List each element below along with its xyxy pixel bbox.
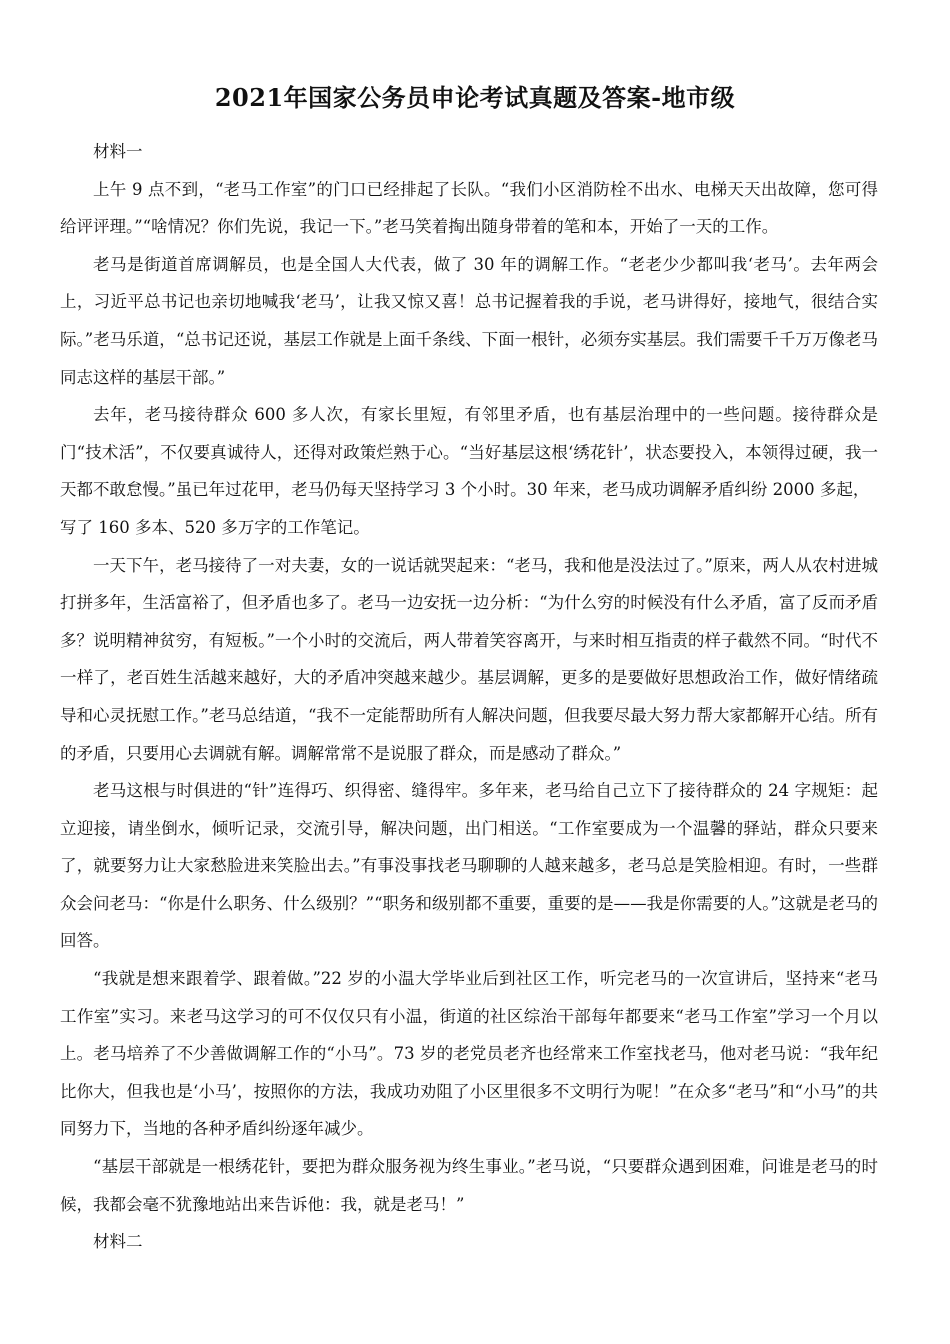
paragraph: 去年，老马接待群众 600 多人次，有家长里短，有邻里矛盾，也有基层治理中的一些问题。接待群众是门“技术活”，不仅要真诚待人，还得对政策烂熟于心。“当好基层这根‘绣花针’，状态要投入，本领得过硬，我一天都不敢怠慢。”虽已年过花甲，老马仍每天坚持学习 3 个小时。30 年来，老马成功调解矛盾纠纷 2000 多起， (60, 405, 878, 500)
paragraph: 老马这根与时俱进的“针”连得巧、织得密、缝得牢。多年来，老马给自己立下了接待群众的 24 字规矩：起立迎接，请坐倒水，倾听记录，交流引导，解决问题，出门相送。“工作室要成为一个温馨的驿站，群众只要来了，就要努力让大家愁脸进来笑脸出去。”有事没事找老马聊聊的人越来越多，老马总是笑脸相迎。有时，一些群众会问老马：“你是什么职务、什么级别？”“职务和级别都不重要，重要的是——我是你需要的人。”这就是老马的回答。 (60, 781, 878, 951)
document-title: 2021年国家公务员申论考试真题及答案-地市级 (214, 83, 736, 112)
paragraph: “基层干部就是一根绣花针，要把为群众服务视为终生事业。”老马说，“只要群众遇到困难，问谁是老马的时候，我都会毫不犹豫地站出来告诉他：我，就是老马！” (60, 1157, 878, 1214)
document-body (60, 133, 878, 1261)
paragraph: 一天下午，老马接待了一对夫妻，女的一说话就哭起来：“老马，我和他是没法过了。”原来，两人从农村进城打拼多年，生活富裕了，但矛盾也多了。老马一边安抚一边分析：“为什么穷的时候没有什么矛盾，富了反而矛盾多？说明精神贫穷，有短板。”一个小时的交流后，两人带着笑容离开，与来时相互指责的样子截然不同。“时代不一样了，老百姓生活越来越好，大的矛盾冲突越来越少。基层调解，更多的是要做好思想政治工作，做好情绪疏导和心灵抚慰工作。”老马总结道，“我不一定能帮助所有人解决问题，但我要尽最大努力帮大家都解开心结。所有的矛盾，只要用心去调就有解。调解常常不是说服了群众，而是感动了群众。” (60, 555, 878, 763)
paragraph-continuation: 写了 160 多本、520 多万字的工作笔记。 (60, 517, 370, 537)
paragraph: 老马是街道首席调解员，也是全国人大代表，做了 30 年的调解工作。“老老少少都叫我‘老马’。去年两会上，习近平总书记也亲切地喊我‘老马’，让我又惊又喜！总书记握着我的手说，老马讲得好，接地气，很结合实际。”老马乐道，“总书记还说，基层工作就是上面千条线、下面一根针，必须夯实基层。我们需要千千万万像老马同志这样的基层干部。” (60, 254, 878, 387)
section-heading-material-1: 材料一 (93, 142, 143, 161)
paragraph: 上午 9 点不到，“老马工作室”的门口已经排起了长队。“我们小区消防栓不出水、电梯天天出故障，您可得给评评理。”“啥情况？你们先说，我记一下。”老马笑着掏出随身带着的笔和本，开始了一天的工作。 (60, 179, 878, 237)
paragraph: “我就是想来跟着学、跟着做。”22 岁的小温大学毕业后到社区工作，听完老马的一次宣讲后，坚持来“老马工作室”实习。来老马这学习的可不仅仅只有小温，街道的社区综治干部每年都要来“老马工作室”学习一个月以上。老马培养了不少善做调解工作的“小马”。73 岁的老党员老齐也经常来工作室找老马，他对老马说：“我年纪比你大，但我也是‘小马’，按照你的方法，我成功劝阻了小区里很多不文明行为呢！”在众多“老马”和“小马”的共同努力下，当地的各种矛盾纠纷逐年减少。 (60, 969, 878, 1139)
section-heading-material-2: 材料二 (93, 1232, 143, 1252)
